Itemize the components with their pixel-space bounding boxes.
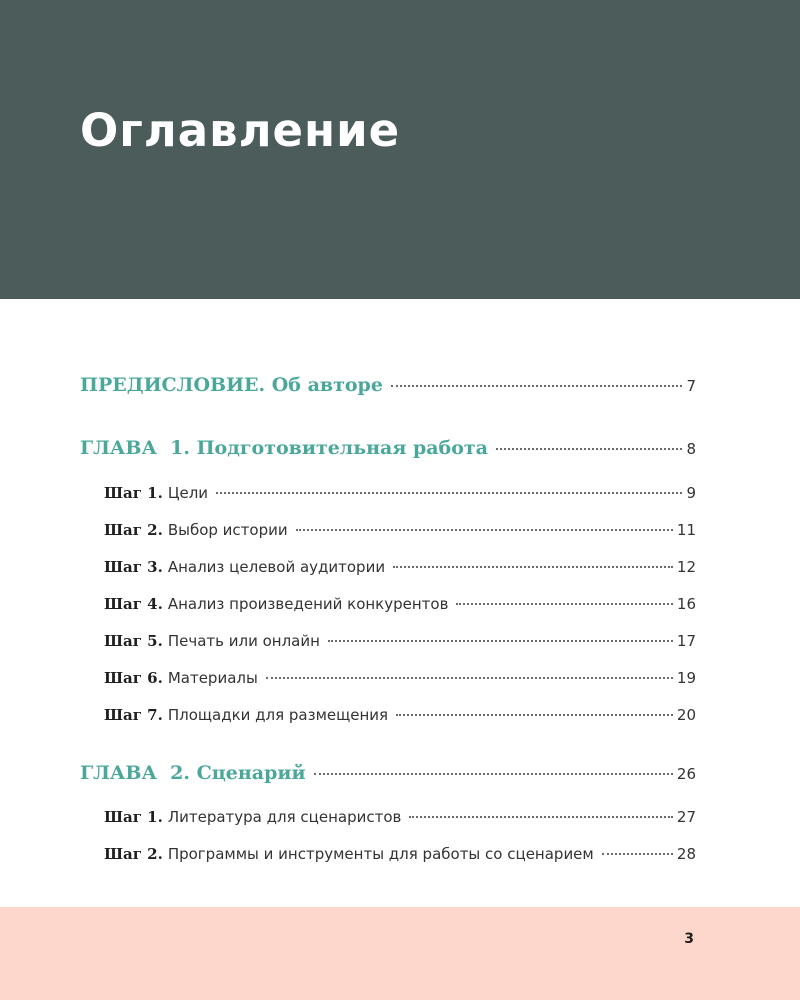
footer-band [0,907,800,1000]
page-number: 3 [684,931,694,947]
dot-leader [266,677,673,679]
dot-leader [328,640,673,642]
dot-leader [456,603,672,605]
dot-leader [602,853,673,855]
toc-step-label: Шаг 6. [104,669,163,687]
toc-page-number: 26 [676,765,696,783]
toc-page-number: 11 [676,521,696,539]
toc-page-number: 9 [686,484,696,502]
dot-leader [396,714,673,716]
toc-step-label: Шаг 3. [104,558,163,576]
toc-step-label: Шаг 2. [104,845,163,863]
toc-step-label: Шаг 7. [104,706,163,724]
toc-step-title: Анализ целевой аудитории [167,558,386,576]
toc-step-label: Шаг 5. [104,632,163,650]
toc-page-number: 28 [676,845,696,863]
toc-entry-step[interactable] [0,558,696,576]
toc-page-number: 19 [676,669,696,687]
page-title: Оглавление [80,104,401,157]
toc-step-label: Шаг 1. [104,484,163,502]
toc-entry-step[interactable] [0,808,696,826]
toc-entry-preface[interactable] [0,374,696,396]
toc-step-label: Шаг 4. [104,595,163,613]
dot-leader [391,385,683,387]
toc-step-title: Выбор истории [167,521,288,539]
toc-step-title: Цели [167,484,209,502]
toc-chapter-title: ГЛАВА 1. Подготовительная работа [80,437,488,459]
toc-page-number: 12 [676,558,696,576]
toc-step-title: Печать или онлайн [167,632,320,650]
toc-page-number: 16 [676,595,696,613]
toc-entry-step[interactable] [0,845,696,863]
toc-step-title: Анализ произведений конкурентов [167,595,449,613]
toc-entry-step[interactable] [0,484,696,502]
toc-page-number: 8 [686,440,696,458]
toc-page-number: 27 [676,808,696,826]
toc-step-title: Материалы [167,669,258,687]
dot-leader [496,448,682,450]
toc-step-label: Шаг 1. [104,808,163,826]
toc-entry-chapter-2[interactable] [0,762,696,784]
toc-step-title: Программы и инструменты для работы со сценарием [167,845,594,863]
toc-entry-step[interactable] [0,632,696,650]
dot-leader [314,773,673,775]
toc-entry-step[interactable] [0,706,696,724]
toc-chapter-title: ПРЕДИСЛОВИЕ. Об авторе [80,374,383,396]
toc-entry-step[interactable] [0,669,696,687]
toc-page-number: 7 [686,377,696,395]
toc-page-number: 20 [676,706,696,724]
dot-leader [393,566,673,568]
toc-entry-chapter-1[interactable] [0,437,696,459]
toc-step-label: Шаг 2. [104,521,163,539]
toc-step-title: Литература для сценаристов [167,808,402,826]
toc-entry-step[interactable] [0,521,696,539]
dot-leader [296,529,673,531]
toc-entry-step[interactable] [0,595,696,613]
toc-chapter-title: ГЛАВА 2. Сценарий [80,762,306,784]
toc-step-title: Площадки для размещения [167,706,389,724]
toc-page-number: 17 [676,632,696,650]
dot-leader [216,492,682,494]
dot-leader [409,816,673,818]
